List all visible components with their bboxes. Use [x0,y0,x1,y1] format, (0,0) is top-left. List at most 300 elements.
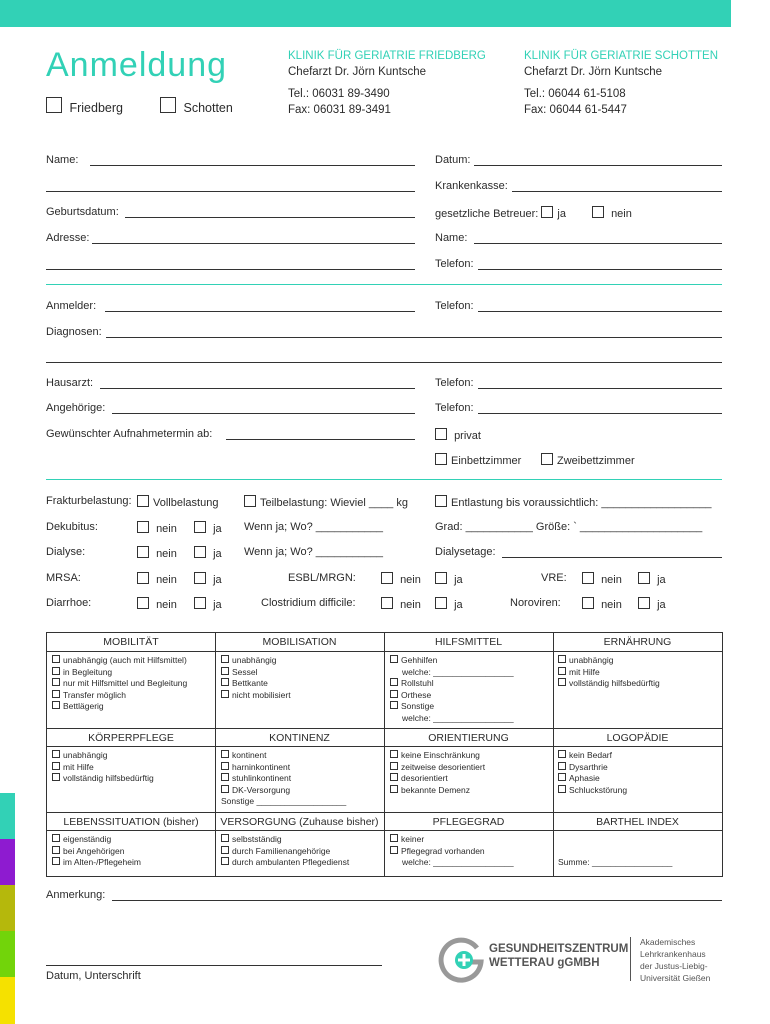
mrsa-ja[interactable] [194,572,222,586]
noroviren-ja[interactable] [638,597,666,611]
option-checkbox[interactable] [52,690,60,698]
guardian-nein-checkbox[interactable] [592,206,604,218]
schotten-checkbox[interactable] [160,97,176,113]
clinic1-name: KLINIK FÜR GERIATRIE FRIEDBERG [288,50,486,62]
option-checkbox[interactable] [558,785,566,793]
noroviren-nein[interactable] [582,597,622,611]
assessment-grid [46,632,723,877]
mobilisation-options [221,655,291,701]
dekubitus-nein-label: nein [156,523,177,535]
guardian-phone-field[interactable] [478,269,722,270]
option-row[interactable] [558,750,627,762]
option-row[interactable] [221,857,349,869]
grid-header: HILFSMITTEL [434,636,503,648]
guardian-text: gesetzliche Betreuer: [435,208,539,220]
option-row[interactable] [558,678,660,690]
option-checkbox[interactable] [221,834,229,842]
entlastung-label: Entlastung bis voraussichtlich: __________________ [451,497,712,509]
option-checkbox[interactable] [221,846,229,854]
esbl-nein-label: nein [400,574,421,586]
vre-nein-label: nein [601,574,622,586]
privat-checkbox[interactable] [435,428,447,440]
option-checkbox[interactable] [221,857,229,865]
option-label: vollständig hilfsbedürftig [63,773,154,783]
hausarzt-label: Hausarzt: [46,377,94,389]
option-row[interactable] [221,678,291,690]
option-checkbox[interactable] [52,667,60,675]
guardian-ja-label: ja [557,208,566,220]
option-row[interactable] [221,655,291,667]
color-strip-olive [0,885,15,931]
separator-2 [46,479,722,480]
option-row[interactable] [52,773,154,785]
dekubitus-nein-checkbox[interactable] [137,521,149,533]
dialyse-ja-checkbox[interactable] [194,546,206,558]
option-checkbox[interactable] [558,667,566,675]
option-label: stuhlinkontinent [232,773,292,783]
option-checkbox[interactable] [52,750,60,758]
option-checkbox[interactable] [558,678,566,686]
kontinenz-options [221,750,346,808]
option-label: Bettlägerig [63,701,104,711]
option-row[interactable] [390,655,514,667]
clostridium-label: Clostridium difficile: [261,597,356,609]
option-row[interactable] [390,678,514,690]
option-checkbox[interactable] [221,655,229,663]
option-row[interactable] [558,762,627,774]
mrsa-nein-label: nein [156,574,177,586]
angehoerige-field[interactable] [112,413,415,414]
clostridium-nein[interactable] [381,597,421,611]
name-field[interactable] [90,165,415,166]
option-checkbox[interactable] [390,785,398,793]
option-label: Pflegegrad vorhanden [401,845,485,856]
uni-line: Akademisches [640,937,696,947]
option-label: eigenständig [63,834,112,844]
option-checkbox[interactable] [390,846,398,854]
einbett-label: Einbettzimmer [451,455,522,467]
separator-1 [46,284,722,285]
grid-divider [47,830,722,831]
grid-header: KÖRPERPFLEGE [88,732,174,744]
logo-line2: WETTERAU gGMBH [489,957,600,969]
option-label: Sessel [232,666,258,677]
diarrhoe-ja[interactable] [194,597,222,611]
option-label: Sonstige [401,701,435,711]
diagnosen-field-2[interactable] [46,362,722,363]
zweibett-label: Zweibettzimmer [557,455,635,467]
diarrhoe-nein-label: nein [156,599,177,611]
guardian-phone-label: Telefon: [435,258,474,270]
hausarzt-field[interactable] [100,388,415,389]
option-label: mit Hilfe [569,666,600,677]
option-checkbox[interactable] [390,773,398,781]
page-title: Anmeldung [46,46,228,84]
option-row[interactable] [221,785,346,797]
grid-header: VERSORGUNG (Zuhause bisher) [220,816,379,828]
barthel-summe[interactable]: Summe: _________________ [558,857,673,867]
option-label: mit Hilfe [63,761,94,772]
option-row[interactable] [558,667,660,679]
signature-line[interactable] [46,965,382,966]
dialysetage-label: Dialysetage: [435,546,496,558]
color-strip-purple [0,839,15,885]
option-label: vollständig hilfsbedürftig [569,678,660,688]
grid-divider [47,651,722,652]
grid-header: BARTHEL INDEX [596,816,679,828]
option-checkbox[interactable] [390,762,398,770]
address-field-2[interactable] [46,269,415,270]
option-row[interactable] [52,846,141,858]
option-label: unabhängig [569,655,614,665]
option-checkbox[interactable] [390,834,398,842]
option-label: unabhängig [232,655,277,665]
name-field-2[interactable] [46,191,415,192]
option-label: bekannte Demenz [401,784,470,795]
option-checkbox[interactable] [221,785,229,793]
option-checkbox[interactable] [52,762,60,770]
mrsa-ja-label: ja [213,574,222,586]
uni-line: der Justus-Liebig- [640,961,708,971]
mrsa-nein-checkbox[interactable] [137,572,149,584]
grid-divider [47,728,722,729]
diagnosen-label: Diagnosen: [46,326,102,338]
option-row[interactable] [390,834,514,846]
option-row[interactable] [52,701,187,713]
grid-header: MOBILITÄT [103,636,159,648]
option-row[interactable] [221,846,349,858]
dialyse-ja-label: ja [213,548,222,560]
esbl-ja[interactable] [435,572,463,586]
dekubitus-label: Dekubitus: [46,521,98,533]
clostridium-nein-checkbox[interactable] [381,597,393,609]
option-checkbox[interactable] [52,857,60,865]
option-row[interactable] [390,690,514,702]
grid-header: MOBILISATION [262,636,337,648]
option-label: selbstständig [232,834,282,844]
guardian-ja-checkbox[interactable] [541,206,553,218]
dekubitus-ja-checkbox[interactable] [194,521,206,533]
birth-label: Geburtsdatum: [46,206,119,218]
option-checkbox[interactable] [221,750,229,758]
dekubitus-wo: Wenn ja; Wo? ___________ [244,521,384,533]
option-row[interactable] [558,785,627,797]
anmelder-phone-field[interactable] [478,311,722,312]
ernaehrung-options [558,655,660,690]
esbl-ja-label: ja [454,574,463,586]
option-checkbox[interactable] [221,690,229,698]
welche-field[interactable]: welche: _________________ [402,857,514,867]
insurance-label: Krankenkasse: [435,180,508,192]
grid-header: KONTINENZ [269,732,330,744]
welche-field[interactable]: welche: _________________ [402,712,514,723]
versorgung-options [221,834,349,869]
date-field[interactable] [474,165,722,166]
option-row[interactable] [52,857,141,869]
vre-nein-checkbox[interactable] [582,572,594,584]
mrsa-label: MRSA: [46,572,81,584]
name-label: Name: [46,154,79,166]
uni-line: Universität Gießen [640,973,711,983]
vre-ja-label: ja [657,574,666,586]
hausarzt-phone-label: Telefon: [435,377,474,389]
hilfsmittel-options [390,655,514,724]
esbl-ja-checkbox[interactable] [435,572,447,584]
clinic1-chief: Chefarzt Dr. Jörn Kuntsche [288,66,427,78]
option-checkbox[interactable] [390,655,398,663]
logo-divider [630,937,631,981]
option-label: Aphasie [569,773,600,783]
clinic2-chief: Chefarzt Dr. Jörn Kuntsche [524,66,663,78]
noroviren-ja-checkbox[interactable] [638,597,650,609]
option-label: im Alten-/Pflegeheim [63,857,141,867]
guardian-nein-label: nein [611,208,632,220]
option-row[interactable] [52,690,187,702]
voll-checkbox[interactable] [137,495,149,507]
vre-nein[interactable] [582,572,622,586]
option-checkbox[interactable] [558,762,566,770]
option-checkbox[interactable] [52,678,60,686]
vre-label: VRE: [541,572,567,584]
schotten-option[interactable] [160,97,233,115]
option-checkbox[interactable] [221,773,229,781]
termin-label: Gewünschter Aufnahmetermin ab: [46,428,213,440]
option-label: Rollstuhl [401,678,434,688]
grid-divider [553,633,554,876]
option-checkbox[interactable] [52,773,60,781]
option-row[interactable] [52,678,187,690]
grad-label: Grad: ___________ Größe: ` ____________________ [435,521,703,533]
guardian-label [435,206,566,220]
organization-logo [437,936,485,989]
anmelder-field[interactable] [105,311,415,312]
option-row[interactable] [52,667,187,679]
dialyse-nein[interactable] [137,546,177,560]
dialyse-nein-label: nein [156,548,177,560]
option-row[interactable] [221,834,349,846]
grid-header: LOGOPÄDIE [606,732,669,744]
option-label: durch Familienangehörige [232,845,331,856]
angehoerige-phone-label: Telefon: [435,402,474,414]
entlastung-checkbox[interactable] [435,495,447,507]
friedberg-checkbox[interactable] [46,97,62,113]
noroviren-label: Noroviren: [510,597,561,609]
grid-divider [384,633,385,876]
clostridium-ja[interactable] [435,597,463,611]
color-strip-yellow [0,977,15,1024]
anmerkung-field[interactable] [112,900,722,901]
guardian-name-label: Name: [435,232,468,244]
teil-label: Teilbelastung: Wieviel ____ kg [260,497,408,509]
esbl-nein-checkbox[interactable] [381,572,393,584]
grid-divider [47,746,722,747]
logopaedie-options [558,750,627,796]
welche-field[interactable]: welche: _________________ [402,666,514,677]
option-checkbox[interactable] [390,701,398,709]
logo-line1: GESUNDHEITSZENTRUM [489,943,629,955]
dialyse-ja[interactable] [194,546,222,560]
option-label: kein Bedarf [569,750,612,760]
option-checkbox[interactable] [52,846,60,854]
angehoerige-phone-field[interactable] [478,413,722,414]
option-checkbox[interactable] [221,667,229,675]
dialyse-wo: Wenn ja; Wo? ___________ [244,546,384,558]
clinic1-fax: Fax: 06031 89-3491 [288,104,391,116]
guardian-name-field[interactable] [474,243,722,244]
option-label: bei Angehörigen [63,845,125,856]
dialysetage-field[interactable] [502,557,722,558]
option-label: zeitweise desorientiert [401,761,486,772]
option-row[interactable] [221,773,346,785]
dialyse-label: Dialyse: [46,546,86,558]
option-row[interactable] [390,773,485,785]
esbl-nein[interactable] [381,572,421,586]
option-label: nur mit Hilfsmittel und Begleitung [63,678,188,688]
clinic1-tel: Tel.: 06031 89-3490 [288,88,390,100]
grid-divider [215,633,216,876]
option-label: DK-Versorgung [232,784,291,795]
option-label: kontinent [232,750,267,760]
option-row[interactable] [52,762,154,774]
option-row[interactable] [390,785,485,797]
dialyse-nein-checkbox[interactable] [137,546,149,558]
privat-option[interactable] [435,428,481,442]
lebenssituation-options [52,834,141,869]
option-row[interactable] [52,834,141,846]
option-label: Transfer möglich [63,689,126,700]
clinic2-tel: Tel.: 06044 61-5108 [524,88,626,100]
grid-header: PFLEGEGRAD [432,816,505,828]
grid-header: ORIENTIERUNG [428,732,509,744]
date-label: Datum: [435,154,471,166]
option-checkbox[interactable] [52,655,60,663]
angehoerige-label: Angehörige: [46,402,106,414]
diarrhoe-ja-checkbox[interactable] [194,597,206,609]
option-row[interactable] [52,655,187,667]
option-label: in Begleitung [63,666,113,677]
clostridium-ja-checkbox[interactable] [435,597,447,609]
vre-ja[interactable] [638,572,666,586]
noroviren-ja-label: ja [657,599,666,611]
insurance-field[interactable] [512,191,722,192]
anmelder-label: Anmelder: [46,300,97,312]
einbett-checkbox[interactable] [435,453,447,465]
schotten-label: Schotten [183,101,233,115]
option-row[interactable] [390,750,485,762]
koerperpflege-options [52,750,154,785]
option-row[interactable] [390,762,485,774]
color-strip-teal [0,793,15,839]
friedberg-option[interactable] [46,97,123,115]
option-checkbox[interactable] [558,773,566,781]
option-checkbox[interactable] [558,655,566,663]
option-label: Orthese [401,689,432,700]
zweibett-checkbox[interactable] [541,453,553,465]
option-label: unabhängig [63,750,108,760]
dekubitus-ja-label: ja [213,523,222,535]
privat-label: privat [454,430,481,442]
mrsa-nein[interactable] [137,572,177,586]
birth-field[interactable] [125,217,415,218]
dekubitus-nein[interactable] [137,521,177,535]
option-row[interactable] [221,750,346,762]
noroviren-nein-checkbox[interactable] [582,597,594,609]
option-checkbox[interactable] [52,701,60,709]
option-row[interactable] [221,690,291,702]
einbett-option[interactable] [435,453,521,467]
fraktur-label: Frakturbelastung: [46,495,132,507]
option-row[interactable] [390,846,514,858]
noroviren-nein-label: nein [601,599,622,611]
grid-divider [47,812,722,813]
university-affiliation [640,936,710,984]
option-row[interactable] [558,773,627,785]
option-checkbox[interactable] [558,750,566,758]
uni-line: Lehrkrankenhaus [640,949,706,959]
option-row[interactable] [221,667,291,679]
diagnosen-field[interactable] [106,337,722,338]
option-label: Schluckstörung [569,784,628,795]
option-checkbox[interactable] [52,834,60,842]
clinic2-name: KLINIK FÜR GERIATRIE SCHOTTEN [524,50,719,62]
option-checkbox[interactable] [221,678,229,686]
anmelder-phone-label: Telefon: [435,300,474,312]
option-label: Dysarthrie [569,761,608,772]
clinic2-fax: Fax: 06044 61-5447 [524,104,627,116]
header-bar [0,0,731,27]
vre-ja-checkbox[interactable] [638,572,650,584]
zweibett-option[interactable] [541,453,635,467]
option-row[interactable] [221,762,346,774]
teil-checkbox[interactable] [244,495,256,507]
option-row[interactable] [558,655,660,667]
option-label: unabhängig (auch mit Hilfsmittel) [63,655,187,665]
termin-field[interactable] [226,439,415,440]
option-checkbox[interactable] [221,762,229,770]
diarrhoe-nein[interactable] [137,597,177,611]
mrsa-ja-checkbox[interactable] [194,572,206,584]
teil-option[interactable] [244,495,408,509]
entlastung-option[interactable] [435,495,712,509]
clostridium-ja-label: ja [454,599,463,611]
voll-option[interactable] [137,495,218,509]
option-label: nicht mobilisiert [232,689,291,700]
signature-label: Datum, Unterschrift [46,970,141,982]
color-strip-green [0,931,15,977]
option-checkbox[interactable] [390,690,398,698]
diarrhoe-nein-checkbox[interactable] [137,597,149,609]
option-checkbox[interactable] [390,750,398,758]
option-label: desorientiert [401,773,448,783]
dekubitus-ja[interactable] [194,521,222,535]
grid-header: LEBENSSITUATION (bisher) [63,816,199,828]
option-label: Gehhilfen [401,655,438,665]
esbl-label: ESBL/MRGN: [288,572,356,584]
address-field[interactable] [92,243,415,244]
clostridium-nein-label: nein [400,599,421,611]
option-row[interactable] [52,750,154,762]
guardian-nein [592,206,632,220]
voll-label: Vollbelastung [153,497,219,509]
option-label: keine Einschränkung [401,750,480,760]
option-checkbox[interactable] [390,678,398,686]
hausarzt-phone-field[interactable] [478,388,722,389]
grid-header: ERNÄHRUNG [603,636,672,648]
sonstige-field[interactable]: Sonstige ___________________ [221,796,347,806]
option-label: Bettkante [232,678,268,688]
option-row[interactable] [390,701,514,713]
diarrhoe-label: Diarrhoe: [46,597,92,609]
